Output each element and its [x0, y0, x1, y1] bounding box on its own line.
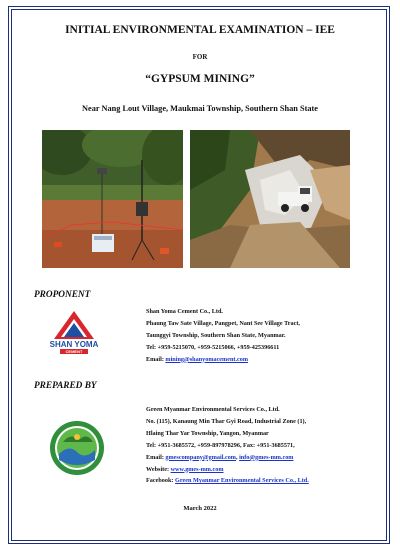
shan-yoma-cement-logo [42, 309, 106, 355]
proponent-address-line-1: Phaung Taw Sate Village, Pangpet, Nant See Village Tract, [146, 319, 300, 327]
prepared-by-details [146, 404, 309, 487]
prepared-address-line-1: No. (115), Kanaung Min Thar Gyi Road, Industrial Zone (1), [146, 417, 307, 425]
prepared-email-link-1[interactable]: gmescompany@gmail.com [165, 453, 236, 461]
proponent-address-line-2: Taunggyi Township, Southern Shan State, Myanmar. [146, 331, 286, 339]
for-label: FOR [192, 53, 208, 61]
proponent-email-line [146, 354, 300, 366]
prepared-facebook-line [146, 475, 309, 487]
prepared-email-line [146, 452, 309, 464]
proponent-telephone: Tel: +959-5215070, +959-5215066, +959-425396611 [146, 343, 280, 351]
website-label: Website: [146, 465, 171, 473]
prepared-facebook-link[interactable]: Green Myanmar Environmental Services Co., Ltd. [175, 477, 309, 485]
svg-text:CEMENT: CEMENT [65, 349, 83, 355]
prepared-address-line-2: Hlaing Thar Yar Township, Yangon, Myanmar [146, 429, 269, 437]
facebook-label: Facebook: [146, 477, 176, 485]
proponent-email-link[interactable]: mining@shanyomacement.com [165, 355, 249, 363]
green-myanmar-logo [49, 420, 105, 476]
project-location: Near Nang Lout Village, Maukmai Township, Southern Shan State [82, 104, 318, 113]
quarry-truck-photo [190, 130, 350, 268]
prepared-telephone: Tel: +951-3685572, +959-897978296, Fax: +951-3685571, [146, 441, 295, 449]
svg-text:SHAN YOMA: SHAN YOMA [49, 340, 99, 349]
document-title: INITIAL ENVIRONMENTAL EXAMINATION – IEE [65, 24, 335, 36]
email-label: Email: [146, 355, 166, 363]
prepared-website-link[interactable]: www.gmes-mm.com [170, 465, 224, 473]
email-separator: , [235, 453, 240, 461]
proponent-heading: PROPONENT [34, 290, 91, 300]
email-label: Email: [146, 453, 166, 461]
document-date: March 2022 [183, 505, 217, 512]
prepared-company: Green Myanmar Environmental Services Co., Ltd. [146, 406, 280, 413]
prepared-website-line [146, 464, 309, 476]
prepared-by-heading: PREPARED BY [34, 381, 97, 391]
proponent-company: Shan Yoma Cement Co., Ltd. [146, 308, 223, 315]
monitoring-site-photo [42, 130, 183, 268]
project-name: “GYPSUM MINING” [145, 73, 255, 85]
prepared-email-link-2[interactable]: info@gmes-mm.com [239, 453, 294, 461]
proponent-details [146, 306, 300, 366]
